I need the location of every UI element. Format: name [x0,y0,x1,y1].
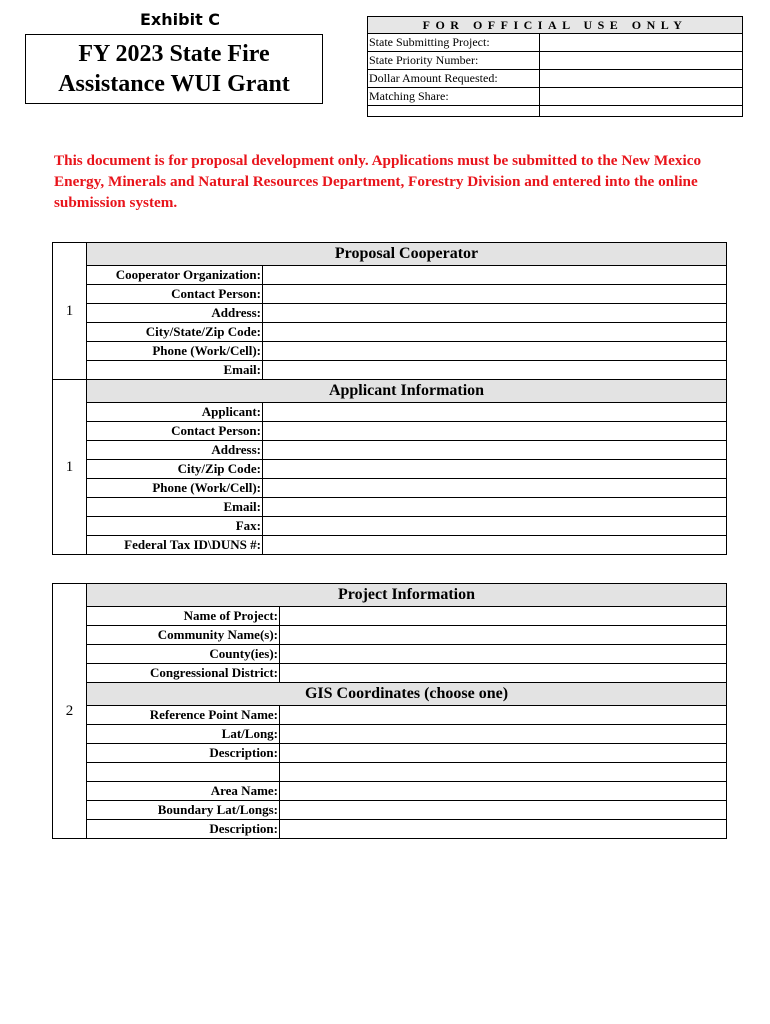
official-use-label: State Submitting Project: [368,34,540,51]
field-label: Fax: [87,517,263,536]
cooperator-applicant-table [52,242,727,555]
field-label: Community Name(s): [87,626,280,645]
field-label: Description: [87,744,280,763]
project-information-heading: Project Information [87,584,727,607]
congressional-district-input[interactable] [280,664,727,683]
official-use-row [368,52,742,70]
cooperator-phone-input[interactable] [263,342,727,361]
applicant-input[interactable] [263,403,727,422]
field-label: City/State/Zip Code: [87,323,263,342]
field-label: Phone (Work/Cell): [87,479,263,498]
official-use-label: Matching Share: [368,88,540,105]
counties-input[interactable] [280,645,727,664]
form-title-line2: Assistance WUI Grant [58,71,290,97]
field-label: Address: [87,304,263,323]
field-label: Reference Point Name: [87,706,280,725]
section-number: 1 [53,380,87,555]
area-name-input[interactable] [280,782,727,801]
project-name-input[interactable] [280,607,727,626]
community-names-input[interactable] [280,626,727,645]
cooperator-address-input[interactable] [263,304,727,323]
field-label: Cooperator Organization: [87,266,263,285]
official-use-empty-field [540,106,742,116]
cooperator-city-state-zip-input[interactable] [263,323,727,342]
field-label: Federal Tax ID\DUNS #: [87,536,263,555]
applicant-address-input[interactable] [263,441,727,460]
field-label: Email: [87,498,263,517]
field-label-empty [87,763,280,782]
field-label: Name of Project: [87,607,280,626]
field-label: Contact Person: [87,422,263,441]
boundary-lat-longs-input[interactable] [280,801,727,820]
field-label: Phone (Work/Cell): [87,342,263,361]
spacer-input[interactable] [280,763,727,782]
section-number: 1 [53,243,87,380]
matching-share-field[interactable] [540,88,742,105]
official-use-label: State Priority Number: [368,52,540,69]
state-priority-number-field[interactable] [540,52,742,69]
applicant-phone-input[interactable] [263,479,727,498]
applicant-contact-person-input[interactable] [263,422,727,441]
dollar-amount-requested-field[interactable] [540,70,742,87]
reference-point-description-input[interactable] [280,744,727,763]
project-information-table [52,583,727,839]
field-label: Description: [87,820,280,839]
official-use-row [368,88,742,106]
area-description-input[interactable] [280,820,727,839]
official-use-label: Dollar Amount Requested: [368,70,540,87]
state-submitting-project-field[interactable] [540,34,742,51]
cooperator-email-input[interactable] [263,361,727,380]
form-title [25,34,323,104]
field-label: Congressional District: [87,664,280,683]
applicant-fax-input[interactable] [263,517,727,536]
official-use-row [368,70,742,88]
exhibit-label: Exhibit C [140,10,221,29]
official-use-heading: FOR OFFICIAL USE ONLY [368,17,742,34]
field-label: County(ies): [87,645,280,664]
cooperator-contact-person-input[interactable] [263,285,727,304]
official-use-label-empty [368,106,540,116]
section-number: 2 [53,584,87,839]
applicant-city-zip-input[interactable] [263,460,727,479]
field-label: Address: [87,441,263,460]
lat-long-input[interactable] [280,725,727,744]
reference-point-name-input[interactable] [280,706,727,725]
applicant-information-heading: Applicant Information [87,380,727,403]
field-label: Email: [87,361,263,380]
gis-coordinates-heading: GIS Coordinates (choose one) [87,683,727,706]
form-title-line1: FY 2023 State Fire [78,41,270,67]
proposal-cooperator-heading: Proposal Cooperator [87,243,727,266]
official-use-row [368,106,742,117]
field-label: Contact Person: [87,285,263,304]
cooperator-organization-input[interactable] [263,266,727,285]
official-use-box [367,16,743,117]
field-label: Applicant: [87,403,263,422]
field-label: Area Name: [87,782,280,801]
submission-notice: This document is for proposal development only. Applications must be submitted to the New Mexico Energy, Minerals and Natural Resources Department, Forestry Division and entered into the online submission system. [54,152,702,211]
official-use-row [368,34,742,52]
field-label: City/Zip Code: [87,460,263,479]
applicant-tax-id-duns-input[interactable] [263,536,727,555]
field-label: Boundary Lat/Longs: [87,801,280,820]
field-label: Lat/Long: [87,725,280,744]
applicant-email-input[interactable] [263,498,727,517]
